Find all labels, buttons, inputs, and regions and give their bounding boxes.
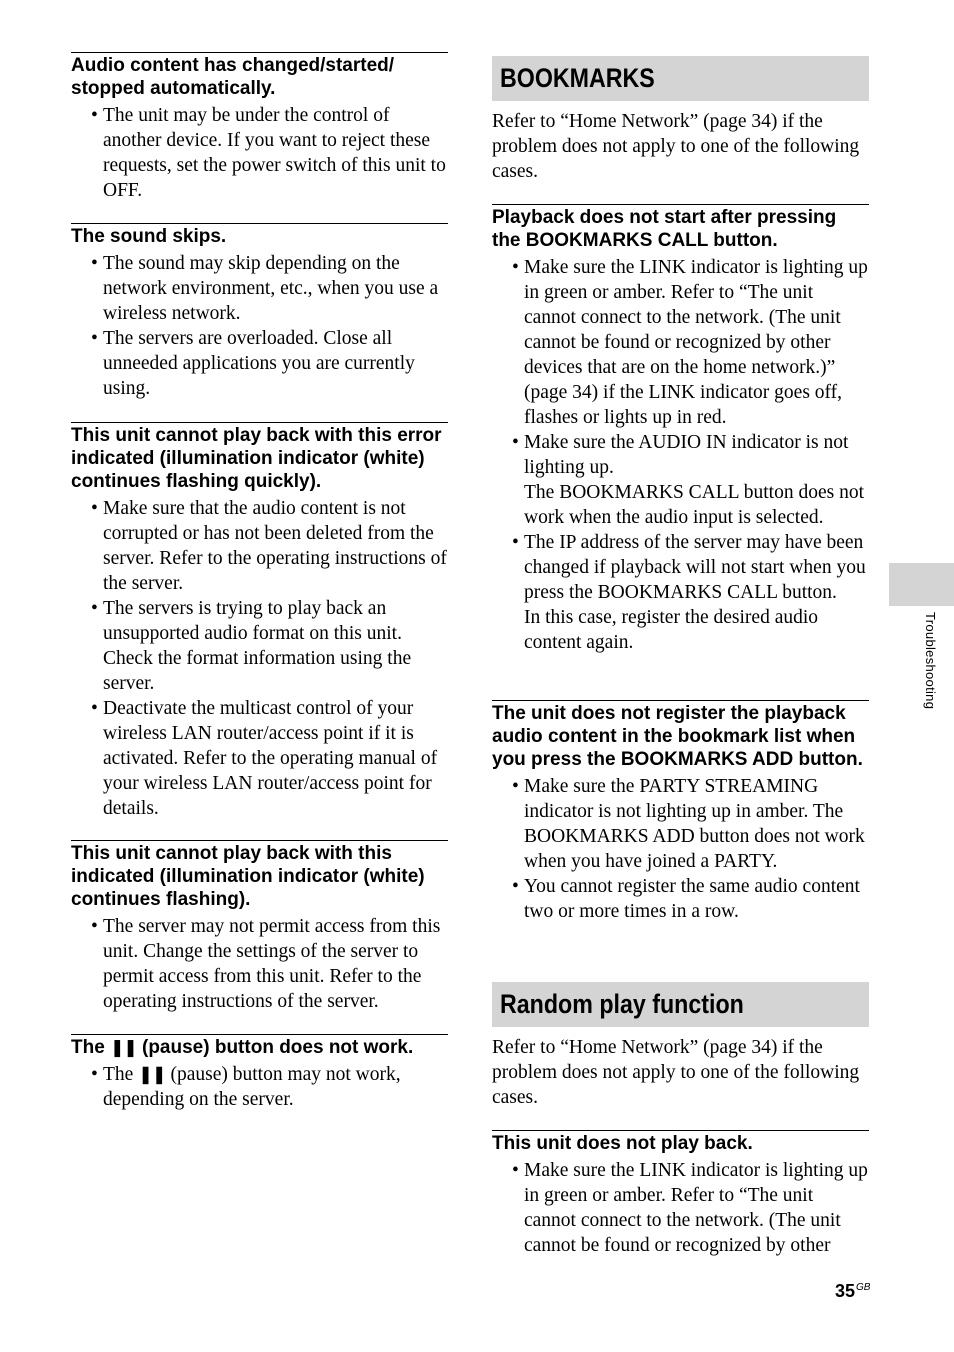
list-item: • Make sure the LINK indicator is lighting up in green or amber. Refer to “The unit cannot connect to the network. (The unit cannot be found or recognized by other devices that are on the home network.)” (page 34) if the LINK indicator goes off, flashes or lights up in red. xyxy=(512,257,868,428)
random-play-intro: Refer to “Home Network” (page 34) if the problem does not apply to one of the following cases. xyxy=(492,1037,860,1108)
list-item: • The sound may skip depending on the network environment, etc., when you use a wireless network. xyxy=(91,253,439,324)
section-bookmarks-call xyxy=(492,204,869,655)
section-tab-marker xyxy=(889,563,954,606)
section-heading: This unit cannot play back with this indicated (illumination indicator (white) continues flashing). xyxy=(71,843,425,910)
list-item: • The ❚❚ (pause) button may not work, depending on the server. xyxy=(91,1064,401,1110)
bookmarks-title-band: BOOKMARKS xyxy=(492,56,869,101)
pause-icon: ❚❚ xyxy=(138,1064,166,1084)
section-sound-skips xyxy=(71,223,448,401)
section-heading: The sound skips. xyxy=(71,226,227,247)
section-heading: Audio content has changed/started/ stopped automatically. xyxy=(71,55,395,99)
list-item: • Make sure that the audio content is not corrupted or has not been deleted from the server. Refer to the operating instructions of the server. xyxy=(91,498,447,594)
section-heading: The ❚❚ (pause) button does not work. xyxy=(71,1037,414,1058)
section-does-not-play xyxy=(492,1130,869,1258)
list-item: • Deactivate the multicast control of your wireless LAN router/access point if it is activated. Refer to the operating manual of your wireless LAN router/access point for details. xyxy=(91,698,438,819)
list-item: • The servers is trying to play back an unsupported audio format on this unit. Check the format information using the server. xyxy=(91,598,412,694)
list-item: • The IP address of the server may have been changed if playback will not start when you press the BOOKMARKS CALL button. In this case, register the desired audio content again. xyxy=(512,532,866,653)
list-item: • The servers are overloaded. Close all unneeded applications you are currently using. xyxy=(91,328,415,399)
section-tab-label: Troubleshooting xyxy=(923,612,938,710)
list-item: • Make sure the AUDIO IN indicator is not lighting up. The BOOKMARKS CALL button does not work when the audio input is selected. xyxy=(512,432,864,528)
section-error-flashing-quickly xyxy=(71,422,448,821)
bookmarks-intro: Refer to “Home Network” (page 34) if the problem does not apply to one of the following cases. xyxy=(492,111,860,182)
list-item: • The unit may be under the control of another device. If you want to reject these requests, set the power switch of this unit to OFF. xyxy=(91,105,446,201)
section-heading: Playback does not start after pressing the BOOKMARKS CALL button. xyxy=(492,207,837,251)
page-number: $35^{GB}$ xyxy=(835,1281,871,1301)
pause-icon: ❚❚ xyxy=(110,1038,137,1057)
section-audio-content-changed xyxy=(71,52,448,203)
section-heading: The unit does not register the playback audio content in the bookmark list when you press the BOOKMARKS ADD button. xyxy=(492,703,863,770)
list-item: • You cannot register the same audio content two or more times in a row. xyxy=(512,876,860,922)
section-heading: This unit cannot play back with this error indicated (illumination indicator (white) continues flashing quickly). xyxy=(71,425,442,492)
list-item: • Make sure the PARTY STREAMING indicator is not lighting up in amber. The BOOKMARKS ADD button does not work when you have joined a PARTY. xyxy=(512,776,865,872)
list-item: • The server may not permit access from this unit. Change the settings of the server to permit access from this unit. Refer to the operating instructions of the server. xyxy=(91,916,441,1012)
section-heading: This unit does not play back. xyxy=(492,1133,753,1154)
list-item: • Make sure the LINK indicator is lighting up in green or amber. Refer to “The unit cannot connect to the network. (The unit cannot be found or recognized by other xyxy=(512,1160,868,1256)
section-bookmarks-add xyxy=(492,700,869,924)
section-pause-button xyxy=(71,1034,448,1112)
section-indicator-flashing xyxy=(71,840,448,1014)
random-play-title-band: Random play function xyxy=(492,982,869,1027)
